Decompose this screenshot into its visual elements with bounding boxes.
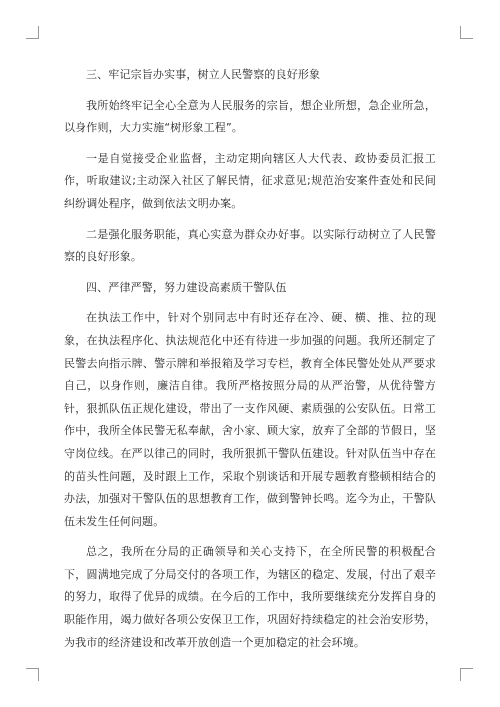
- crop-mark-top-right: [460, 26, 473, 39]
- paragraph: 在执法工作中，针对个别同志中有时还存在冷、硬、横、推、拉的现象，在执法程序化、执法规范化中还有待进一步加强的问题。我所还制定了民警去向指示牌、警示牌和举报箱及学习专栏，教育全体民警处处从严要求自己，以身作则，廉洁自律。我所严格按照分局的从严治警，从优待警方针，狠抓队伍正规化建设，带出了一支作风硬、素质强的公安队伍。日常工作中，我所全体民警无私奉献，舍小家、顾大家，放弃了全部的节假日，坚守岗位线。在严以律己的同时，我所狠抓干警队伍建设。针对队伍当中存在的苗头性问题，及时跟上工作，采取个别谈话和开展专题教育整顿相结合的办法，加强对干警队伍的思想教育工作，做到警钟长鸣。迄今为止，干警队伍未发生任何问题。: [64, 311, 436, 528]
- paragraph: 二是强化服务职能，真心实意为群众办好事。以实际行动树立了人民警察的良好形象。: [64, 227, 436, 264]
- paragraph-conclusion: 总之，我所在分局的正确领导和关心支持下，在全所民警的积极配合下，圆满地完成了分局交付的各项工作，为辖区的稳定、发展，付出了艰辛的努力，取得了优异的成绩。在今后的工作中，我所要继续充分发挥自身的职能作用，竭力做好各项公安保卫工作，巩固好持续稳定的社会治安形势，为我市的经济建设和改革开放创造一个更加稳定的社会环境。: [64, 545, 436, 649]
- section-heading-3: 三、牢记宗旨办实事，树立人民警察的良好形象: [86, 68, 321, 81]
- paragraph: 一是自觉接受企业监督，主动定期向辖区人大代表、政协委员汇报工作，听取建议;主动深入社区了解民情，征求意见;规范治安案件查处和民间纠纷调处程序，做到依法文明办案。: [64, 151, 436, 210]
- crop-mark-top-left: [26, 26, 39, 39]
- paragraph: 我所始终牢记全心全意为人民服务的宗旨，想企业所想，急企业所急，以身作则，大力实施“树形象工程”。: [64, 98, 436, 135]
- document-body: [64, 64, 436, 662]
- crop-mark-bottom-left: [26, 668, 39, 681]
- section-heading-4: 四、严律严警，努力建设高素质干警队伍: [86, 280, 287, 294]
- crop-mark-bottom-right: [460, 668, 473, 681]
